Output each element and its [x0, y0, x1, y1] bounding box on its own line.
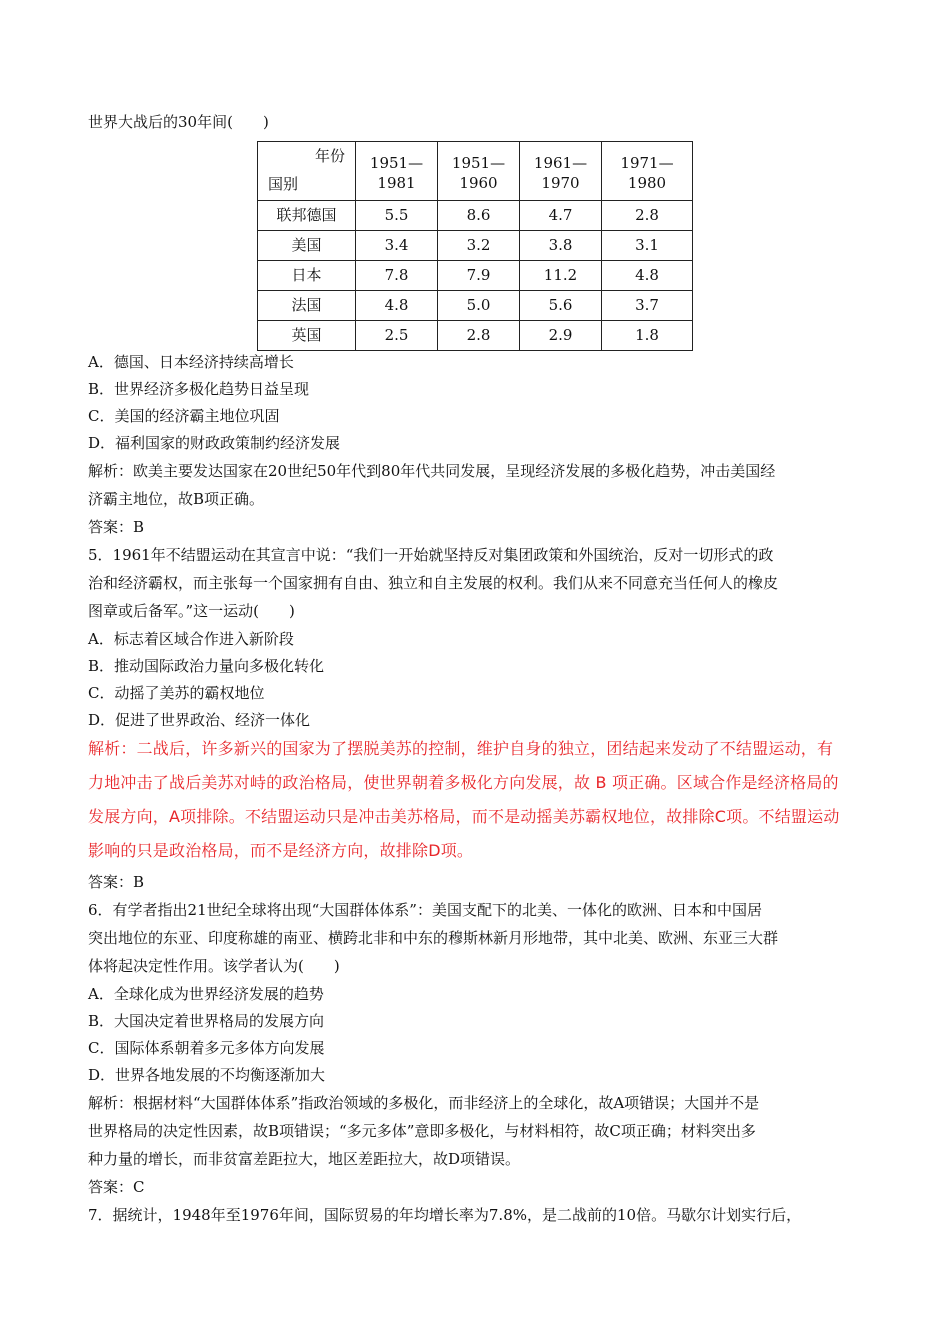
value-cell: 4.8 [356, 291, 438, 321]
q5-option-d: D．促进了世界政治、经济一体化 [88, 711, 311, 729]
country-cell: 英国 [258, 321, 356, 351]
value-cell: 5.6 [520, 291, 602, 321]
q5-analysis-line: 解析：二战后，许多新兴的国家为了摆脱美苏的控制，维护自身的独立，团结起来发动了不结盟运动，有 [88, 739, 834, 758]
q6-stem-line: 体将起决定性作用。该学者认为( ) [88, 957, 340, 975]
table-diagonal-header [258, 142, 356, 201]
q4-answer: 答案：B [88, 518, 145, 536]
value-cell: 3.4 [356, 231, 438, 261]
q6-option-d: D．世界各地发展的不均衡逐渐加大 [88, 1066, 326, 1084]
q5-option-b: B．推动国际政治力量向多极化转化 [88, 657, 325, 675]
value-cell: 11.2 [520, 261, 602, 291]
q6-stem-line: 突出地位的东亚、印度称雄的南亚、横跨北非和中东的穆斯林新月形地带，其中北美、欧洲、东亚三大群 [88, 929, 779, 947]
q6-analysis-line: 解析：根据材料“大国群体体系”指政治领域的多极化，而非经济上的全球化，故A项错误；大国并不是 [88, 1094, 760, 1112]
q5-analysis-line: 力地冲击了战后美苏对峙的政治格局，使世界朝着多极化方向发展，故 B 项正确。区域合作是经济格局的 [88, 773, 839, 792]
value-cell: 3.1 [602, 231, 693, 261]
table-row [258, 291, 693, 321]
column-header: 1951— 1981 [356, 142, 438, 201]
q6-analysis-line: 种力量的增长，而非贫富差距拉大，地区差距拉大，故D项错误。 [88, 1150, 521, 1168]
q5-analysis-line: 发展方向，A项排除。不结盟运动只是冲击美苏格局，而不是动摇美苏霸权地位，故排除C项。不结盟运动 [88, 807, 840, 826]
value-cell: 1.8 [602, 321, 693, 351]
value-cell: 3.8 [520, 231, 602, 261]
value-cell: 4.7 [520, 201, 602, 231]
q5-stem-line: 图章或后备军。”这一运动( ) [88, 602, 295, 620]
header-year-label: 年份 [314, 147, 345, 165]
country-cell: 法国 [258, 291, 356, 321]
q4-option-a: A．德国、日本经济持续高增长 [88, 353, 294, 371]
q4-analysis-line: 济霸主地位，故B项正确。 [88, 490, 265, 508]
value-cell: 2.5 [356, 321, 438, 351]
q7-stem-line: 7．据统计，1948年至1976年间，国际贸易的年均增长率为7.8%，是二战前的10倍。马歇尔计划实行后， [88, 1206, 802, 1224]
country-cell: 日本 [258, 261, 356, 291]
q5-option-c: C．动摇了美苏的霸权地位 [88, 684, 265, 702]
q4-stem-tail: 世界大战后的30年间( ) [88, 113, 269, 131]
q6-option-b: B．大国决定着世界格局的发展方向 [88, 1012, 325, 1030]
growth-rate-table [257, 141, 693, 351]
q5-stem-line: 5．1961年不结盟运动在其宣言中说：“我们一开始就坚持反对集团政策和外国统治，反对一切形式的政 [88, 546, 774, 564]
column-header: 1951— 1960 [438, 142, 520, 201]
table-row [258, 201, 693, 231]
value-cell: 3.2 [438, 231, 520, 261]
q4-option-b: B．世界经济多极化趋势日益呈现 [88, 380, 310, 398]
value-cell: 7.9 [438, 261, 520, 291]
q6-stem-line: 6．有学者指出21世纪全球将出现“大国群体体系”：美国支配下的北美、一体化的欧洲、日本和中国居 [88, 901, 762, 919]
q6-option-c: C．国际体系朝着多元多体方向发展 [88, 1039, 325, 1057]
table-header-row [258, 142, 693, 201]
q4-option-c: C．美国的经济霸主地位巩固 [88, 407, 280, 425]
country-cell: 联邦德国 [258, 201, 356, 231]
q5-option-a: A．标志着区域合作进入新阶段 [88, 630, 294, 648]
q4-analysis-line: 解析：欧美主要发达国家在20世纪50年代到80年代共同发展，呈现经济发展的多极化趋势，冲击美国经 [88, 462, 776, 480]
q4-option-d: D．福利国家的财政政策制约经济发展 [88, 434, 341, 452]
value-cell: 7.8 [356, 261, 438, 291]
column-header: 1971— 1980 [602, 142, 693, 201]
column-header: 1961— 1970 [520, 142, 602, 201]
table-row [258, 231, 693, 261]
q6-analysis-line: 世界格局的决定性因素，故B项错误；“多元多体”意即多极化，与材料相符，故C项正确；材料突出多 [88, 1122, 756, 1140]
value-cell: 3.7 [602, 291, 693, 321]
value-cell: 4.8 [602, 261, 693, 291]
q6-answer: 答案：C [88, 1178, 145, 1196]
country-cell: 美国 [258, 231, 356, 261]
value-cell: 8.6 [438, 201, 520, 231]
value-cell: 2.9 [520, 321, 602, 351]
q5-answer: 答案：B [88, 873, 145, 891]
table-row [258, 261, 693, 291]
header-country-label: 国别 [268, 175, 299, 193]
table-row [258, 321, 693, 351]
value-cell: 2.8 [602, 201, 693, 231]
value-cell: 5.5 [356, 201, 438, 231]
q6-option-a: A．全球化成为世界经济发展的趋势 [88, 985, 324, 1003]
value-cell: 2.8 [438, 321, 520, 351]
q5-stem-line: 治和经济霸权，而主张每一个国家拥有自由、独立和自主发展的权利。我们从来不同意充当任何人的橡皮 [88, 574, 779, 592]
value-cell: 5.0 [438, 291, 520, 321]
q5-analysis-line: 影响的只是政治格局，而不是经济方向，故排除D项。 [88, 841, 474, 860]
